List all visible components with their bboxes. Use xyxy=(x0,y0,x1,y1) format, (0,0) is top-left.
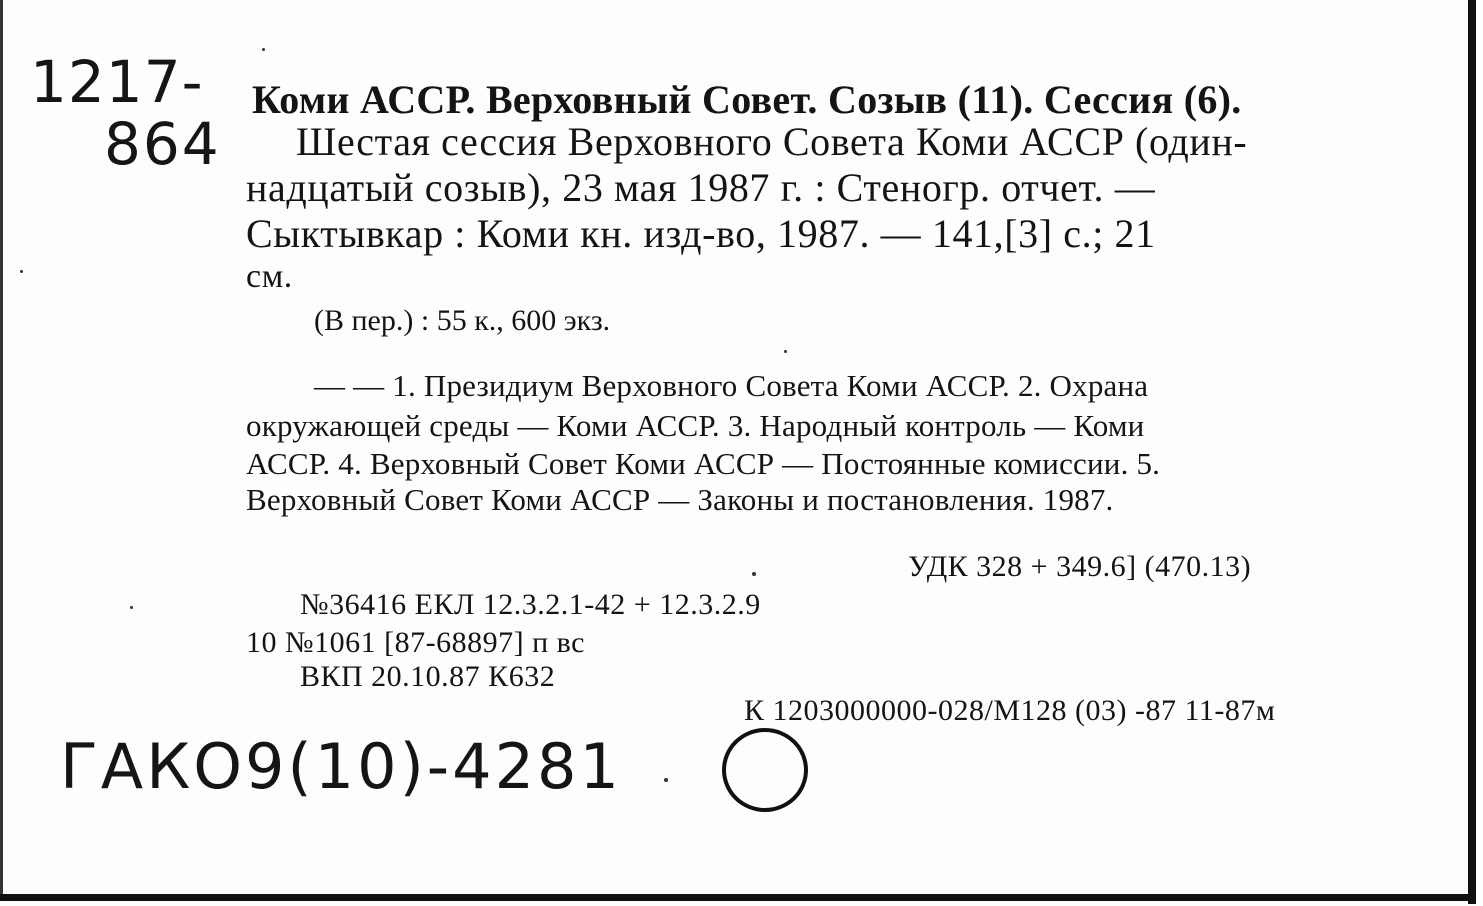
handwritten-archive-code: ГАКО9(10)-4281 xyxy=(60,730,622,803)
number-line: 10 №1061 [87-68897] п вс xyxy=(246,626,585,659)
card-bottom-border xyxy=(0,894,1476,901)
ekl-code: №36416 ЕКЛ 12.3.2.1-42 + 12.3.2.9 xyxy=(300,588,761,621)
card-right-margin xyxy=(1476,0,1483,906)
title-line-3: Сыктывкар : Коми кн. изд-во, 1987. — 141,[3] с.; 21 xyxy=(246,211,1156,256)
subject-line-2: окружающей среды — Коми АССР. 3. Народный контроль — Коми xyxy=(246,408,1145,443)
title-line-4: см. xyxy=(246,258,293,295)
price-line: (В пер.) : 55 к., 600 экз. xyxy=(314,304,611,337)
title-line-2: надцатый созыв), 23 мая 1987 г. : Стеногр. отчет. — xyxy=(246,165,1156,210)
k-code: К 1203000000-028/М128 (03) -87 11-87м xyxy=(744,694,1276,727)
subject-line-4: Верховный Совет Коми АССР — Законы и постановления. 1987. xyxy=(246,482,1114,517)
scan-speck xyxy=(20,270,23,273)
card-left-edge xyxy=(0,0,3,900)
scan-speck xyxy=(752,572,756,576)
subject-line-1: — — 1. Президиум Верховного Совета Коми АССР. 2. Охрана xyxy=(314,368,1149,403)
udk-code: УДК 328 + 349.6] (470.13) xyxy=(908,550,1252,583)
scan-speck xyxy=(784,350,787,353)
scan-speck xyxy=(130,606,133,609)
subject-line-3: АССР. 4. Верховный Совет Коми АССР — Постоянные комиссии. 5. xyxy=(246,446,1161,481)
title-line-1: Шестая сессия Верховного Совета Коми АССР (один- xyxy=(296,119,1248,164)
scan-speck xyxy=(664,778,668,782)
vkp-code: ВКП 20.10.87 К632 xyxy=(300,660,556,693)
scan-speck xyxy=(262,48,265,51)
handwritten-call-number-bottom: 864 xyxy=(104,110,221,178)
handwritten-call-number-top: 1217- xyxy=(30,48,204,116)
card-right-border xyxy=(1468,0,1476,904)
entry-heading: Коми АССР. Верховный Совет. Созыв (11). Сессия (6). xyxy=(252,77,1242,122)
punch-hole-circle xyxy=(722,728,808,812)
